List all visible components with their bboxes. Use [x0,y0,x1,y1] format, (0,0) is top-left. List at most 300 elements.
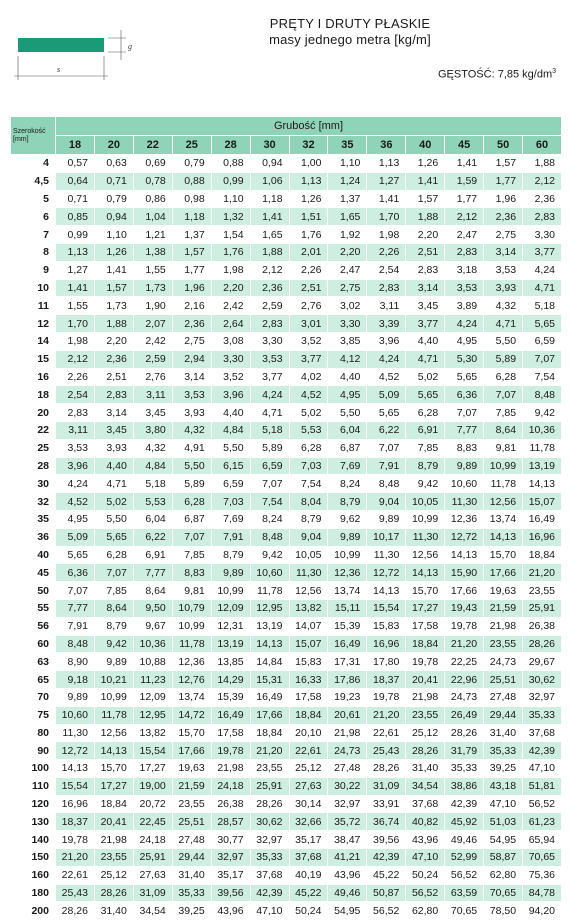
mass-cell: 24,18 [133,831,172,849]
flat-bar-cross-section [18,38,104,52]
mass-cell: 8,64 [94,599,133,617]
mass-cell: 14,13 [94,742,133,760]
mass-cell: 2,59 [250,297,289,315]
mass-cell: 18,84 [289,706,328,724]
mass-cell: 27,48 [328,760,367,778]
mass-cell: 3,93 [484,279,523,297]
mass-cell: 84,78 [523,884,562,902]
mass-cell: 2,36 [523,190,562,208]
mass-cell: 7,54 [523,368,562,386]
mass-cell: 3,53 [56,439,95,457]
mass-cell: 1,92 [328,226,367,244]
mass-cell: 21,20 [56,849,95,867]
table-row [11,688,562,706]
mass-cell: 6,04 [328,421,367,439]
mass-cell: 30,22 [328,777,367,795]
mass-cell: 8,79 [328,493,367,511]
mass-cell: 7,54 [250,493,289,511]
mass-cell: 2,83 [445,243,484,261]
mass-cell: 56,52 [523,795,562,813]
mass-cell: 4,95 [445,332,484,350]
mass-cell: 13,19 [523,457,562,475]
mass-cell: 17,27 [133,760,172,778]
mass-cell: 2,47 [445,226,484,244]
mass-cell: 12,36 [328,564,367,582]
mass-cell: 0,71 [56,190,95,208]
mass-cell: 1,98 [211,261,250,279]
mass-cell: 4,52 [367,368,406,386]
mass-cell: 5,18 [523,297,562,315]
width-cell: 12 [11,315,56,333]
mass-cell: 8,48 [250,528,289,546]
mass-cell: 7,85 [94,582,133,600]
mass-cell: 30,14 [289,795,328,813]
mass-cell: 6,59 [523,332,562,350]
table-row [11,190,562,208]
mass-cell: 3,11 [367,297,406,315]
mass-cell: 14,13 [484,528,523,546]
mass-cell: 3,18 [445,261,484,279]
mass-cell: 5,02 [94,493,133,511]
table-row [11,635,562,653]
mass-cell: 2,83 [367,279,406,297]
mass-cell: 39,25 [172,902,211,920]
mass-cell: 1,57 [484,155,523,173]
mass-cell: 5,65 [367,404,406,422]
mass-cell: 7,03 [211,493,250,511]
mass-cell: 1,65 [328,208,367,226]
width-label: s [57,65,61,74]
width-cell: 120 [11,795,56,813]
mass-cell: 19,00 [133,777,172,795]
mass-cell: 2,42 [133,332,172,350]
width-cell: 6 [11,208,56,226]
mass-cell: 1,41 [406,172,445,190]
width-cell: 20 [11,404,56,422]
table-row [11,831,562,849]
mass-cell: 9,89 [56,688,95,706]
mass-cell: 50,24 [289,902,328,920]
mass-cell: 2,12 [56,350,95,368]
mass-cell: 24,18 [211,777,250,795]
mass-cell: 1,41 [94,261,133,279]
mass-cell: 21,98 [406,688,445,706]
mass-cell: 16,49 [250,688,289,706]
mass-cell: 4,84 [211,421,250,439]
mass-cell: 19,78 [367,688,406,706]
page-title: PRĘTY I DRUTY PŁASKIE [269,16,431,31]
mass-cell: 9,04 [289,528,328,546]
mass-cell: 4,12 [328,350,367,368]
mass-cell: 12,56 [94,724,133,742]
mass-cell: 3,89 [445,297,484,315]
mass-cell: 28,26 [250,795,289,813]
mass-cell: 37,68 [406,795,445,813]
mass-cell: 2,51 [94,368,133,386]
mass-cell: 4,24 [445,315,484,333]
thickness-header: 20 [94,136,133,155]
mass-cell: 1,27 [56,261,95,279]
mass-cell: 24,73 [484,653,523,671]
mass-cell: 8,79 [406,457,445,475]
table-row [11,813,562,831]
mass-table [10,116,562,920]
mass-cell: 4,02 [289,368,328,386]
mass-cell: 22,96 [445,671,484,689]
mass-cell: 45,92 [445,813,484,831]
mass-cell: 3,14 [94,404,133,422]
mass-cell: 6,59 [250,457,289,475]
mass-cell: 62,80 [406,902,445,920]
mass-cell: 35,72 [328,813,367,831]
mass-cell: 0,94 [94,208,133,226]
mass-cell: 7,85 [484,404,523,422]
mass-cell: 17,58 [211,724,250,742]
mass-cell: 8,24 [250,510,289,528]
mass-cell: 19,78 [56,831,95,849]
mass-cell: 50,87 [367,884,406,902]
mass-cell: 1,24 [328,172,367,190]
width-cell: 150 [11,849,56,867]
mass-cell: 5,89 [250,439,289,457]
mass-cell: 6,87 [172,510,211,528]
mass-cell: 42,39 [367,849,406,867]
mass-cell: 1,98 [367,226,406,244]
mass-cell: 14,13 [445,546,484,564]
mass-cell: 3,93 [94,439,133,457]
mass-cell: 31,40 [172,866,211,884]
mass-cell: 25,43 [56,884,95,902]
mass-cell: 3,11 [133,386,172,404]
mass-cell: 36,74 [367,813,406,831]
mass-cell: 3,30 [211,350,250,368]
mass-cell: 17,66 [172,742,211,760]
mass-cell: 7,07 [56,582,95,600]
mass-cell: 14,13 [56,760,95,778]
mass-cell: 12,72 [56,742,95,760]
thickness-header: 28 [211,136,250,155]
table-row [11,297,562,315]
mass-cell: 1,10 [211,190,250,208]
mass-cell: 3,96 [56,457,95,475]
mass-cell: 26,38 [523,617,562,635]
mass-cell: 4,40 [328,368,367,386]
table-row [11,457,562,475]
mass-cell: 4,84 [133,457,172,475]
table-row [11,261,562,279]
mass-cell: 17,27 [406,599,445,617]
mass-cell: 7,69 [211,510,250,528]
mass-cell: 21,98 [484,617,523,635]
mass-cell: 43,96 [211,902,250,920]
mass-cell: 35,33 [484,742,523,760]
width-cell: 10 [11,279,56,297]
mass-cell: 1,38 [133,243,172,261]
mass-cell: 47,10 [523,760,562,778]
thickness-header: 36 [367,136,406,155]
density-text: GĘSTOŚĆ: 7,85 kg/dm [438,68,553,81]
mass-cell: 19,63 [172,760,211,778]
mass-cell: 1,18 [250,190,289,208]
mass-cell: 1,57 [172,243,211,261]
mass-cell: 4,71 [250,404,289,422]
mass-cell: 2,54 [56,386,95,404]
mass-cell: 3,53 [484,261,523,279]
mass-cell: 4,91 [172,439,211,457]
mass-cell: 3,77 [406,315,445,333]
mass-cell: 0,79 [172,155,211,173]
mass-cell: 20,41 [94,813,133,831]
mass-cell: 17,66 [250,706,289,724]
mass-cell: 2,76 [133,368,172,386]
width-column-header [11,117,56,155]
mass-cell: 13,19 [211,635,250,653]
mass-cell: 1,77 [445,190,484,208]
mass-cell: 25,12 [289,760,328,778]
table-row [11,386,562,404]
mass-cell: 8,64 [133,582,172,600]
mass-cell: 10,99 [211,582,250,600]
mass-cell: 15,90 [445,564,484,582]
mass-cell: 3,11 [56,421,95,439]
mass-cell: 70,65 [523,849,562,867]
mass-cell: 3,77 [250,368,289,386]
mass-cell: 13,82 [133,724,172,742]
mass-cell: 19,78 [406,653,445,671]
mass-cell: 32,97 [211,849,250,867]
table-row [11,208,562,226]
mass-cell: 1,57 [94,279,133,297]
mass-cell: 10,36 [133,635,172,653]
mass-cell: 2,83 [406,261,445,279]
mass-cell: 35,33 [523,706,562,724]
mass-cell: 54,95 [328,902,367,920]
mass-cell: 1,76 [211,243,250,261]
mass-cell: 0,63 [94,155,133,173]
mass-cell: 8,48 [56,635,95,653]
table-row [11,617,562,635]
table-body [11,155,562,920]
mass-cell: 2,83 [94,386,133,404]
mass-cell: 13,74 [484,510,523,528]
mass-cell: 2,76 [289,297,328,315]
mass-cell: 1,88 [523,155,562,173]
mass-cell: 4,52 [56,493,95,511]
mass-cell: 5,89 [484,350,523,368]
mass-cell: 39,56 [211,884,250,902]
mass-cell: 11,78 [484,475,523,493]
mass-cell: 2,83 [250,315,289,333]
mass-cell: 0,88 [211,155,250,173]
mass-cell: 2,59 [133,350,172,368]
mass-cell: 8,04 [289,493,328,511]
mass-cell: 30,77 [211,831,250,849]
thickness-label: g [128,42,132,51]
mass-cell: 12,09 [133,688,172,706]
mass-cell: 9,42 [94,635,133,653]
mass-cell: 10,99 [328,546,367,564]
mass-cell: 35,17 [289,831,328,849]
width-cell: 63 [11,653,56,671]
mass-cell: 9,62 [328,510,367,528]
mass-cell: 4,24 [250,386,289,404]
mass-cell: 4,71 [406,350,445,368]
width-cell: 45 [11,564,56,582]
mass-cell: 10,60 [56,706,95,724]
mass-cell: 30,62 [250,813,289,831]
mass-cell: 6,28 [172,493,211,511]
mass-cell: 11,23 [133,671,172,689]
mass-cell: 1,32 [211,208,250,226]
mass-cell: 9,04 [367,493,406,511]
width-cell: 56 [11,617,56,635]
mass-cell: 1,96 [172,279,211,297]
mass-cell: 5,65 [56,546,95,564]
mass-cell: 29,44 [172,849,211,867]
mass-cell: 14,13 [406,564,445,582]
mass-cell: 42,39 [445,795,484,813]
mass-cell: 51,81 [523,777,562,795]
width-cell: 80 [11,724,56,742]
mass-cell: 7,85 [172,546,211,564]
table-row [11,421,562,439]
table-row [11,350,562,368]
mass-cell: 1,13 [56,243,95,261]
table-row [11,653,562,671]
mass-cell: 6,91 [406,421,445,439]
mass-cell: 14,13 [367,582,406,600]
table-row [11,760,562,778]
mass-cell: 1,98 [56,332,95,350]
mass-cell: 12,56 [289,582,328,600]
mass-cell: 29,44 [484,706,523,724]
width-cell: 130 [11,813,56,831]
mass-cell: 37,68 [250,866,289,884]
mass-cell: 4,40 [211,404,250,422]
mass-cell: 38,47 [328,831,367,849]
mass-cell: 11,30 [56,724,95,742]
mass-cell: 17,66 [445,582,484,600]
mass-cell: 25,91 [133,849,172,867]
width-cell: 50 [11,582,56,600]
mass-cell: 1,88 [94,315,133,333]
mass-cell: 15,07 [289,635,328,653]
width-cell: 15 [11,350,56,368]
table-row [11,528,562,546]
mass-cell: 15,39 [211,688,250,706]
table-row [11,902,562,920]
table-row [11,599,562,617]
mass-cell: 21,20 [250,742,289,760]
mass-cell: 0,98 [172,190,211,208]
mass-cell: 3,30 [523,226,562,244]
mass-cell: 1,51 [289,208,328,226]
width-cell: 9 [11,261,56,279]
mass-cell: 2,51 [289,279,328,297]
mass-cell: 8,79 [94,617,133,635]
mass-cell: 4,24 [367,350,406,368]
mass-cell: 3,53 [250,350,289,368]
mass-cell: 2,20 [211,279,250,297]
mass-cell: 51,03 [484,813,523,831]
width-cell: 90 [11,742,56,760]
mass-cell: 1,04 [133,208,172,226]
mass-cell: 7,07 [445,404,484,422]
mass-cell: 7,07 [523,350,562,368]
mass-cell: 0,99 [56,226,95,244]
thickness-header: 30 [250,136,289,155]
thickness-header: 45 [445,136,484,155]
mass-cell: 28,26 [523,635,562,653]
mass-cell: 6,15 [211,457,250,475]
mass-cell: 4,24 [56,475,95,493]
mass-cell: 3,85 [328,332,367,350]
mass-cell: 0,78 [133,172,172,190]
mass-cell: 9,67 [133,617,172,635]
mass-cell: 11,30 [367,546,406,564]
mass-cell: 1,73 [94,297,133,315]
mass-cell: 1,90 [133,297,172,315]
mass-cell: 5,30 [445,350,484,368]
mass-cell: 12,76 [172,671,211,689]
mass-cell: 2,54 [367,261,406,279]
thickness-header: 35 [328,136,367,155]
table-row [11,332,562,350]
table-row [11,724,562,742]
width-cell: 110 [11,777,56,795]
mass-cell: 3,30 [250,332,289,350]
mass-cell: 3,52 [289,332,328,350]
mass-cell: 4,40 [94,457,133,475]
thickness-header: 18 [56,136,95,155]
mass-cell: 18,84 [94,795,133,813]
width-cell: 8 [11,243,56,261]
mass-cell: 1,59 [445,172,484,190]
mass-cell: 1,00 [289,155,328,173]
thickness-header: 32 [289,136,328,155]
mass-cell: 25,91 [250,777,289,795]
mass-cell: 1,37 [328,190,367,208]
mass-cell: 1,41 [250,208,289,226]
mass-cell: 1,41 [445,155,484,173]
mass-cell: 41,21 [328,849,367,867]
width-header-unit: [mm] [13,135,29,143]
mass-cell: 35,33 [172,884,211,902]
mass-cell: 17,86 [328,671,367,689]
mass-cell: 2,26 [289,261,328,279]
mass-cell: 62,80 [484,866,523,884]
table-row [11,564,562,582]
mass-cell: 22,61 [367,724,406,742]
width-cell: 140 [11,831,56,849]
mass-cell: 12,72 [445,528,484,546]
mass-cell: 31,40 [406,760,445,778]
mass-cell: 15,54 [133,742,172,760]
thickness-group-header: Grubość [mm] [56,117,562,136]
mass-cell: 8,48 [367,475,406,493]
mass-cell: 5,18 [133,475,172,493]
mass-cell: 2,36 [484,208,523,226]
mass-cell: 14,13 [250,635,289,653]
mass-cell: 19,63 [484,582,523,600]
width-cell: 40 [11,546,56,564]
mass-cell: 58,87 [484,849,523,867]
mass-cell: 2,12 [523,172,562,190]
mass-cell: 32,97 [328,795,367,813]
mass-cell: 19,78 [445,617,484,635]
mass-cell: 5,65 [406,386,445,404]
mass-cell: 28,26 [56,902,95,920]
